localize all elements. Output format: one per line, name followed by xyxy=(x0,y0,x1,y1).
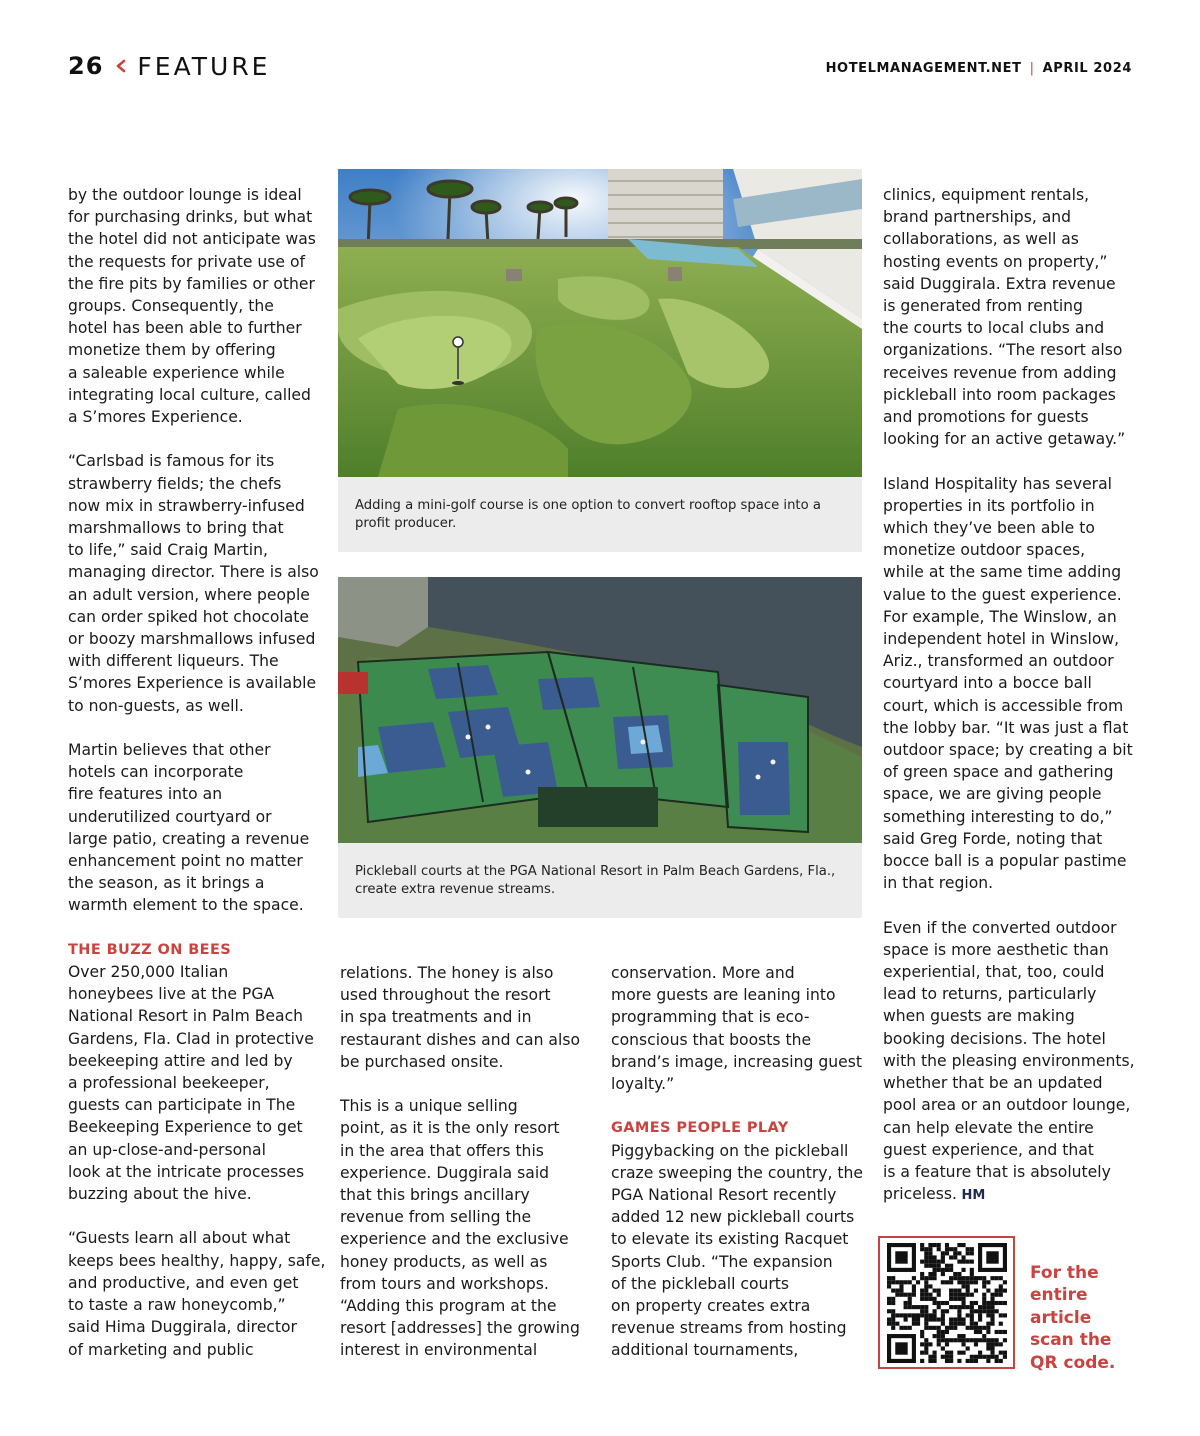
text-line: for purchasing drinks, but what xyxy=(68,208,313,227)
text-line: looking for an active getaway.” xyxy=(883,430,1126,449)
article-column-1 xyxy=(68,184,330,1361)
text-line: conservation. More and xyxy=(611,964,795,982)
text-line: now mix in strawberry-infused xyxy=(68,496,305,515)
text-line: independent hotel in Winslow, xyxy=(883,630,1120,649)
text-line: create extra revenue streams. xyxy=(355,881,556,897)
article-column-3 xyxy=(611,962,873,1362)
text-line: For example, The Winslow, an xyxy=(883,607,1117,626)
article-column-4 xyxy=(883,184,1145,1207)
text-line: buzzing about the hive. xyxy=(68,1185,252,1204)
text-line: conscious that boosts the xyxy=(611,1030,812,1049)
section-title: FEATURE xyxy=(137,51,271,81)
text-line: revenue from selling the xyxy=(340,1208,532,1227)
text-line: resort [addresses] the growing xyxy=(340,1319,580,1338)
header-separator: | xyxy=(1029,61,1035,76)
text-line: can help elevate the entire xyxy=(883,1118,1094,1137)
text-line: underutilized courtyard or xyxy=(68,807,272,826)
text-line: outdoor space; by creating a bit xyxy=(883,741,1133,760)
text-line: whether that be an updated xyxy=(883,1074,1103,1093)
text-line: from tours and workshops. xyxy=(340,1274,549,1293)
text-line: space is more aesthetic than xyxy=(883,940,1109,959)
col4-paragraph-1 xyxy=(883,184,1145,450)
text-line: clinics, equipment rentals, xyxy=(883,186,1090,204)
text-line: added 12 new pickleball courts xyxy=(611,1208,855,1227)
text-line: and promotions for guests xyxy=(883,408,1089,427)
text-line: Pickleball courts at the PGA National Resort in Palm Beach Gardens, Fla., xyxy=(355,863,836,879)
text-line: value to the guest experience. xyxy=(883,585,1122,604)
text-line: Martin believes that other xyxy=(68,741,271,760)
text-line: additional tournaments, xyxy=(611,1341,799,1360)
text-line: This is a unique selling xyxy=(340,1097,518,1116)
text-line: “Guests learn all about what xyxy=(68,1229,291,1248)
text-line: a S’mores Experience. xyxy=(68,408,243,427)
caption-pickleball-text xyxy=(355,863,845,899)
text-line: pickleball into room packages xyxy=(883,385,1116,404)
text-line: with different liqueurs. The xyxy=(68,652,279,671)
text-line: priceless. HM xyxy=(883,1185,986,1204)
text-line: revenue streams from hosting xyxy=(611,1319,847,1338)
qr-call-to-action xyxy=(1030,1262,1115,1374)
text-line: programming that is eco- xyxy=(611,1008,810,1027)
chevron-left-icon xyxy=(115,59,127,73)
text-line: monetize them by offering xyxy=(68,341,276,360)
text-line: strawberry fields; the chefs xyxy=(68,474,282,493)
text-line: by the outdoor lounge is ideal xyxy=(68,186,302,204)
text-line: which they’ve been able to xyxy=(883,519,1095,538)
caption-minigolf xyxy=(338,477,862,552)
text-line: with the pleasing environments, xyxy=(883,1051,1135,1070)
text-line: of green space and gathering xyxy=(883,763,1114,782)
pickleball-image xyxy=(338,577,862,843)
text-line: Piggybacking on the pickleball xyxy=(611,1141,849,1160)
text-line: said Duggirala. Extra revenue xyxy=(883,274,1116,293)
issue-date: APRIL 2024 xyxy=(1042,61,1132,76)
text-line: space, we are giving people xyxy=(883,785,1102,804)
col1-paragraph-3 xyxy=(68,739,330,917)
subhead-buzz-on-bees: THE BUZZ ON BEES xyxy=(68,941,232,958)
text-line: entire xyxy=(1030,1285,1088,1306)
text-line: craze sweeping the country, the xyxy=(611,1163,863,1182)
text-line: be purchased onsite. xyxy=(340,1052,504,1071)
text-line: “Adding this program at the xyxy=(340,1297,557,1316)
text-line: experience. Duggirala said xyxy=(340,1163,550,1182)
text-line: used throughout the resort xyxy=(340,986,551,1005)
text-line: fire features into an xyxy=(68,785,223,804)
text-line: said Greg Forde, noting that xyxy=(883,829,1103,848)
text-line: the courts to local clubs and xyxy=(883,319,1105,338)
text-line: something interesting to do,” xyxy=(883,807,1113,826)
text-line: of marketing and public xyxy=(68,1340,254,1359)
text-line: to life,” said Craig Martin, xyxy=(68,541,268,560)
text-line: marshmallows to bring that xyxy=(68,519,284,538)
article-column-2 xyxy=(340,962,602,1362)
text-line: a saleable experience while xyxy=(68,363,285,382)
text-line: the lobby bar. “It was just a flat xyxy=(883,718,1129,737)
text-line: relations. The honey is also xyxy=(340,964,554,982)
col3-paragraph-2 xyxy=(611,1140,873,1362)
col1-paragraph-5 xyxy=(68,1227,330,1360)
text-line: properties in its portfolio in xyxy=(883,496,1095,515)
text-line: PGA National Resort recently xyxy=(611,1186,837,1205)
text-line: monetize outdoor spaces, xyxy=(883,541,1086,560)
site-name: HOTELMANAGEMENT.NET xyxy=(825,61,1022,76)
text-line: Gardens, Fla. Clad in protective xyxy=(68,1029,314,1048)
text-line: lead to returns, particularly xyxy=(883,985,1097,1004)
text-line: point, as it is the only resort xyxy=(340,1119,560,1138)
text-line: booking decisions. The hotel xyxy=(883,1029,1106,1048)
text-line: S’mores Experience is available xyxy=(68,674,317,693)
qr-code-frame[interactable] xyxy=(878,1236,1015,1369)
text-line: a professional beekeeper, xyxy=(68,1074,270,1093)
text-line: to non-guests, as well. xyxy=(68,696,244,715)
col1-paragraph-1 xyxy=(68,184,330,428)
text-line: or boozy marshmallows infused xyxy=(68,630,316,649)
text-line: is generated from renting xyxy=(883,297,1083,316)
caption-minigolf-text xyxy=(355,497,845,533)
text-line: scan the xyxy=(1030,1330,1112,1351)
text-line: integrating local culture, called xyxy=(68,385,311,404)
qr-code-icon[interactable] xyxy=(887,1243,1007,1363)
col2-paragraph-2 xyxy=(340,1095,602,1361)
text-line: pool area or an outdoor lounge, xyxy=(883,1096,1131,1115)
text-line: enhancement point no matter xyxy=(68,852,303,871)
col4-paragraph-3 xyxy=(883,917,1145,1208)
text-line: an adult version, where people xyxy=(68,585,310,604)
text-line: said Hima Duggirala, director xyxy=(68,1318,297,1337)
minigolf-image xyxy=(338,169,862,477)
text-line: experiential, that, too, could xyxy=(883,963,1105,982)
signoff-hm: HM xyxy=(956,1188,986,1204)
col1-paragraph-2 xyxy=(68,450,330,716)
text-line: and productive, and even get xyxy=(68,1273,299,1292)
text-line: the season, as it brings a xyxy=(68,874,265,893)
text-line: the fire pits by families or other xyxy=(68,274,315,293)
text-line: in the area that offers this xyxy=(340,1141,544,1160)
text-line: profit producer. xyxy=(355,515,457,531)
page-number: 26 xyxy=(68,52,104,80)
text-line: brand’s image, increasing guest xyxy=(611,1052,862,1071)
text-line: warmth element to the space. xyxy=(68,896,304,915)
text-line: Ariz., transformed an outdoor xyxy=(883,652,1114,671)
text-line: receives revenue from adding xyxy=(883,363,1117,382)
text-line: loyalty.” xyxy=(611,1075,675,1094)
text-line: large patio, creating a revenue xyxy=(68,829,310,848)
caption-pickleball xyxy=(338,843,862,918)
text-line: hosting events on property,” xyxy=(883,252,1108,271)
text-line: to elevate its existing Racquet xyxy=(611,1230,849,1249)
text-line: Beekeeping Experience to get xyxy=(68,1118,303,1137)
text-line: court, which is accessible from xyxy=(883,696,1124,715)
text-line: experience and the exclusive xyxy=(340,1230,569,1249)
text-line: guests can participate in The xyxy=(68,1096,296,1115)
text-line: on property creates extra xyxy=(611,1297,811,1316)
text-line: Sports Club. “The expansion xyxy=(611,1252,833,1271)
text-line: For the xyxy=(1030,1263,1099,1283)
text-line: bocce ball is a popular pastime xyxy=(883,852,1127,871)
col1-paragraph-4 xyxy=(68,961,330,1205)
text-line: is a feature that is absolutely xyxy=(883,1162,1111,1181)
text-line: to taste a raw honeycomb,” xyxy=(68,1296,286,1315)
text-line: an up-close-and-personal xyxy=(68,1140,266,1159)
text-line: when guests are making xyxy=(883,1007,1075,1026)
text-line: look at the intricate processes xyxy=(68,1162,305,1181)
text-line: “Carlsbad is famous for its xyxy=(68,452,275,471)
text-line: of the pickleball courts xyxy=(611,1274,790,1293)
text-line: honey products, as well as xyxy=(340,1252,548,1271)
page-header-right xyxy=(826,61,1132,76)
text-line: brand partnerships, and xyxy=(883,208,1072,227)
subhead-games-people-play: GAMES PEOPLE PLAY xyxy=(611,1120,789,1137)
text-line: that this brings ancillary xyxy=(340,1186,530,1205)
text-line: honeybees live at the PGA xyxy=(68,985,275,1004)
text-line: in that region. xyxy=(883,874,994,893)
text-line: Adding a mini-golf course is one option to convert rooftop space into a xyxy=(355,497,821,513)
text-line: courtyard into a bocce ball xyxy=(883,674,1092,693)
text-line: hotels can incorporate xyxy=(68,763,244,782)
text-line: managing director. There is also xyxy=(68,563,319,582)
text-line: restaurant dishes and can also xyxy=(340,1030,580,1049)
text-line: in spa treatments and in xyxy=(340,1008,532,1027)
text-line: Over 250,000 Italian xyxy=(68,963,229,982)
photo-minigolf xyxy=(338,169,862,477)
text-line: National Resort in Palm Beach xyxy=(68,1007,304,1026)
text-line: groups. Consequently, the xyxy=(68,297,274,316)
text-line: beekeeping attire and led by xyxy=(68,1051,293,1070)
text-line: hotel has been able to further xyxy=(68,319,302,338)
col2-paragraph-1 xyxy=(340,962,602,1073)
text-line: the requests for private use of xyxy=(68,252,305,271)
text-line: Even if the converted outdoor xyxy=(883,918,1117,937)
text-line: guest experience, and that xyxy=(883,1140,1094,1159)
text-line: keeps bees healthy, happy, safe, xyxy=(68,1251,326,1270)
text-line: can order spiked hot chocolate xyxy=(68,607,309,626)
text-line: QR code. xyxy=(1030,1352,1116,1373)
text-line: organizations. “The resort also xyxy=(883,341,1123,360)
text-line: Island Hospitality has several xyxy=(883,474,1112,493)
text-line: the hotel did not anticipate was xyxy=(68,230,316,249)
col3-paragraph-1 xyxy=(611,962,873,1095)
text-line: more guests are leaning into xyxy=(611,986,836,1005)
text-line: collaborations, as well as xyxy=(883,230,1079,249)
col4-paragraph-2 xyxy=(883,473,1145,895)
page-header-left xyxy=(68,50,270,82)
text-line: interest in environmental xyxy=(340,1341,538,1360)
text-line: article xyxy=(1030,1307,1092,1328)
photo-pickleball xyxy=(338,577,862,843)
text-line: while at the same time adding xyxy=(883,563,1122,582)
